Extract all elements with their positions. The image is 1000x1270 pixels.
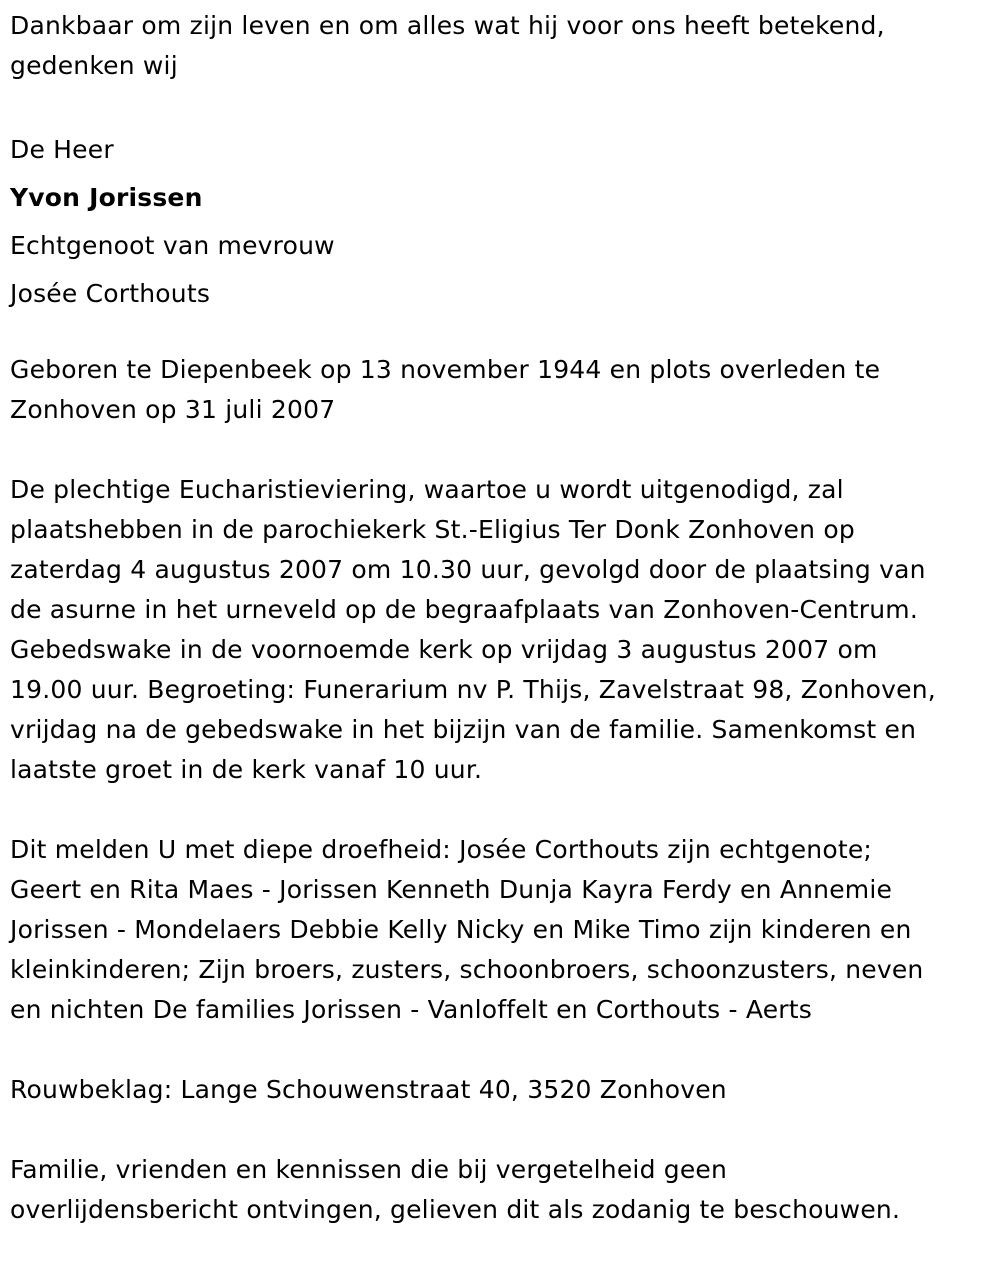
deceased-block	[10, 126, 985, 318]
intro-paragraph: Dankbaar om zijn leven en om alles wat hij voor ons heeft betekend, gedenken wij	[10, 11, 885, 80]
spouse-name: Josée Corthouts	[10, 279, 211, 308]
ceremony-paragraph: De plechtige Eucharistieviering, waartoe u wordt uitgenodigd, zal plaatshebben in de parochiekerk St.-Eligius Ter Donk Zonhoven op zaterdag 4 augustus 2007 om 10.30 uur, gevolgd door de plaatsing van de asurne in het urneveld op de begraafplaats van Zonhoven-Centrum. Gebedswake in de voornoemde kerk op vrijdag 3 augustus 2007 om 19.00 uur. Begroeting: Funerarium nv P. Thijs, Zavelstraat 98, Zonhoven, vrijdag na de gebedswake in het bijzijn van de familie. Samenkomst en laatste groet in de kerk vanaf 10 uur.	[10, 475, 936, 784]
honorific: De Heer	[10, 135, 114, 164]
condolence-address: Rouwbeklag: Lange Schouwenstraat 40, 3520 Zonhoven	[10, 1075, 727, 1104]
birth-death-paragraph: Geboren te Diepenbeek op 13 november 1944 en plots overleden te Zonhoven op 31 juli 2007	[10, 355, 881, 424]
spouse-label: Echtgenoot van mevrouw	[10, 231, 335, 260]
deceased-name: Yvon Jorissen	[10, 183, 203, 212]
family-paragraph: Dit melden U met diepe droefheid: Josée Corthouts zijn echtgenote; Geert en Rita Maes - Jorissen Kenneth Dunja Kayra Ferdy en Annemie Jorissen - Mondelaers Debbie Kelly Nicky en Mike Timo zijn kinderen en kleinkinderen; Zijn broers, zusters, schoonbroers, schoonzusters, neven en nichten De families Jorissen - Vanloffelt en Corthouts - Aerts	[10, 835, 924, 1024]
closing-paragraph: Familie, vrienden en kennissen die bij vergetelheid geen overlijdensbericht ontvingen, gelieven dit als zodanig te beschouwen.	[10, 1155, 901, 1224]
obituary-notice	[10, 6, 985, 1270]
